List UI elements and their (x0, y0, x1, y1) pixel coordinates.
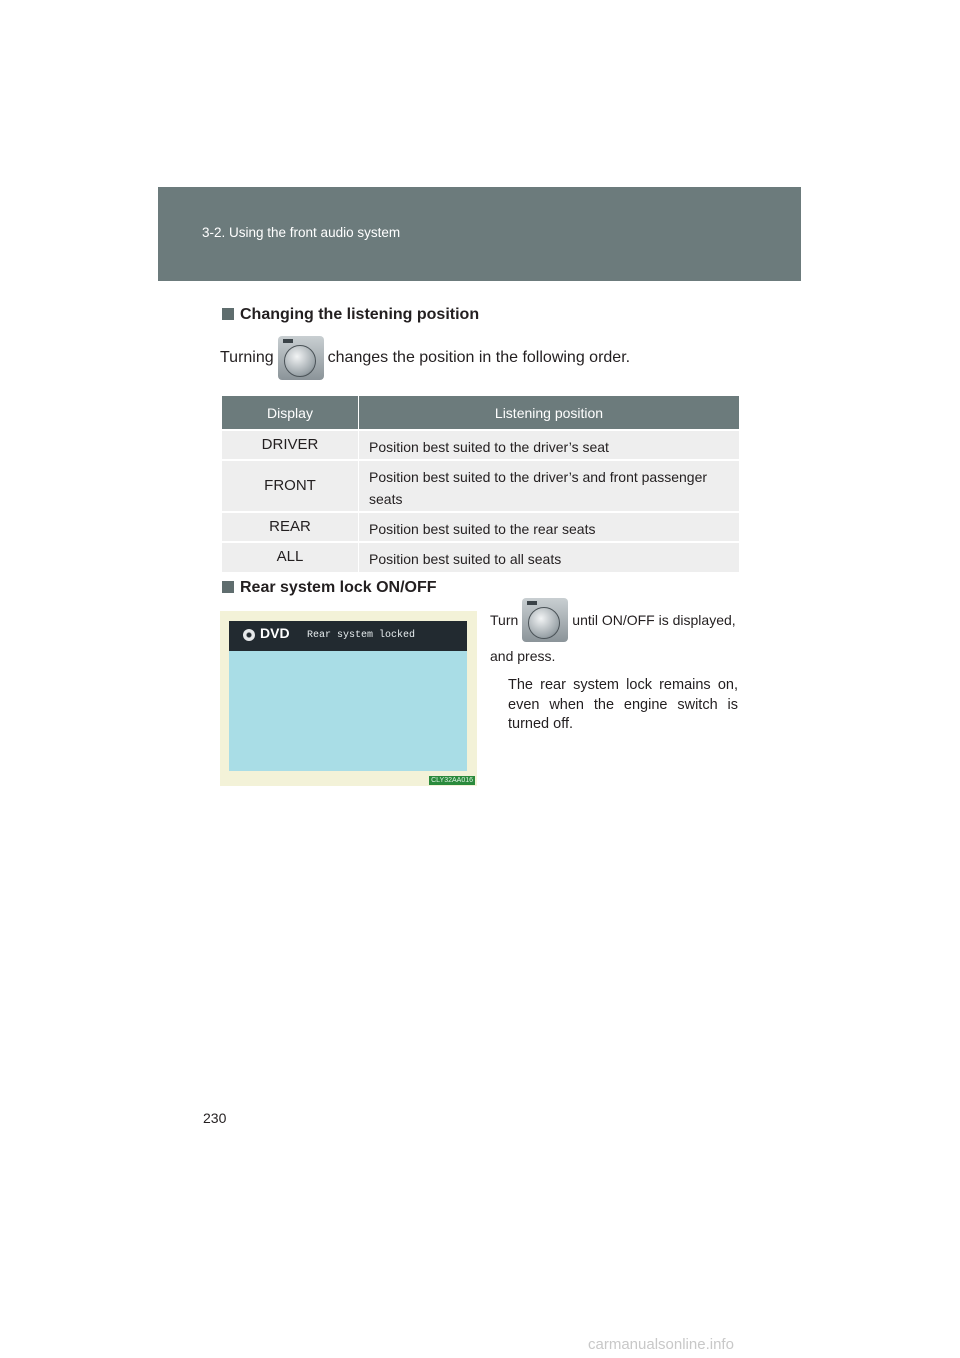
table-cell-position: Position best suited to the rear seats (359, 512, 740, 542)
square-bullet-icon (222, 581, 234, 593)
table-header-position: Listening position (359, 396, 740, 430)
table-cell-display: ALL (222, 542, 359, 572)
table-cell-position: Position best suited to the driver’s and front passenger seats (359, 460, 740, 512)
rear-lock-screen-illustration (220, 611, 477, 786)
status-bar (229, 621, 467, 651)
disc-icon (243, 629, 255, 641)
section-title-text: Rear system lock ON/OFF (240, 579, 437, 596)
section-header (158, 187, 801, 281)
footer-watermark: carmanualsonline.info (588, 1336, 734, 1353)
intro-text-before: Turning (220, 349, 274, 366)
page-number: 230 (203, 1110, 227, 1126)
source-label: DVD (260, 625, 290, 641)
table-row (222, 512, 739, 542)
table-row (222, 542, 739, 572)
tune-knob-icon (522, 598, 568, 642)
section-title-listening (222, 306, 479, 324)
intro-text-after: changes the position in the following order. (327, 349, 631, 366)
turn-text-before: Turn (490, 611, 519, 628)
table-row (222, 460, 739, 512)
lock-note: The rear system lock remains on, even when the engine switch is turned off. (508, 677, 738, 732)
square-bullet-icon (222, 308, 234, 320)
turn-text-after: until ON/OFF is displayed, (572, 611, 736, 628)
section-title-text: Changing the listening position (240, 306, 480, 323)
tune-knob-icon (278, 336, 324, 380)
display-area (229, 621, 467, 771)
table-row (222, 430, 739, 460)
section-title-rear-lock (222, 579, 437, 597)
table-cell-display: FRONT (222, 460, 359, 512)
listening-position-table (222, 396, 739, 572)
table-cell-position: Position best suited to all seats (359, 542, 740, 572)
table-cell-display: REAR (222, 512, 359, 542)
table-cell-display: DRIVER (222, 430, 359, 460)
table-header-display: Display (222, 396, 359, 430)
intro-line (220, 336, 630, 380)
section-header-title: 3-2. Using the front audio system (202, 225, 401, 240)
table-cell-position: Position best suited to the driver’s seat (359, 430, 740, 460)
illustration-code: CLY32AA016 (431, 777, 473, 784)
lock-status-text: Rear system locked (307, 630, 416, 641)
turn-text-line2: and press. (490, 648, 556, 664)
turn-instruction (490, 598, 740, 671)
